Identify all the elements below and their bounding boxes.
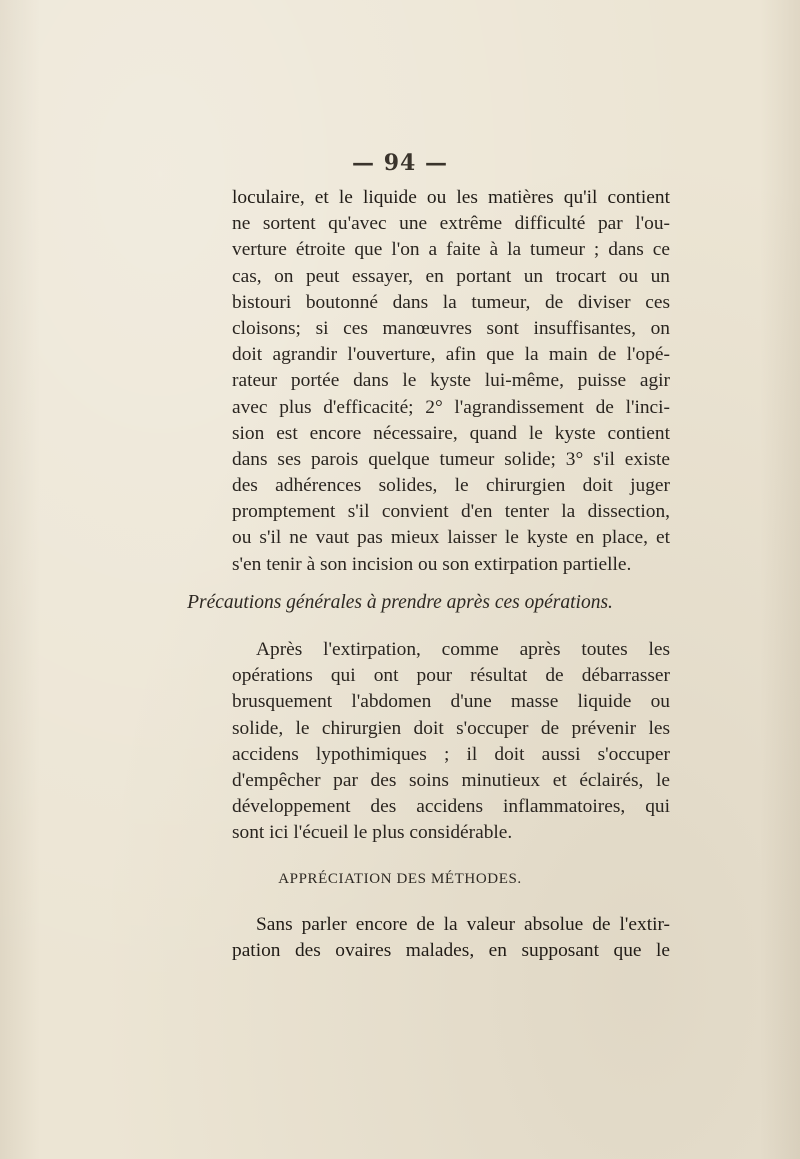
text-line: brusquement l'abdomen d'une masse liquide ou: [232, 691, 670, 713]
text-line: ne sortent qu'avec une extrême difficulté par l'ou-: [232, 213, 670, 235]
text-line: sont ici l'écueil le plus considérable.: [232, 822, 513, 844]
paragraph-2: [232, 637, 670, 847]
text-line: développement des accidens inflammatoires, qui: [232, 796, 670, 818]
text-line: Sans parler encore de la valeur absolue de l'extir-: [256, 914, 670, 935]
text-line: pation des ovaires malades, en supposant que le: [232, 940, 670, 962]
text-line: verture étroite que l'on a faite à la tumeur ; dans ce: [232, 239, 670, 261]
text-line: solide, le chirurgien doit s'occuper de prévenir les: [232, 717, 670, 739]
text-line: loculaire, et le liquide ou les matières qu'il contient: [232, 187, 670, 208]
text-line: rateur portée dans le kyste lui-même, puisse agir: [232, 370, 670, 392]
text-line: doit agrandir l'ouverture, afin que la main de l'opé-: [232, 344, 670, 366]
text-line: opérations qui ont pour résultat de débarrasser: [232, 665, 670, 687]
text-line: ou s'il ne vaut pas mieux laisser le kyste en place, et: [232, 527, 670, 549]
text-line: bistouri boutonné dans la tumeur, de diviser ces: [232, 291, 670, 313]
text-line: Après l'extirpation, comme après toutes les: [256, 639, 670, 660]
paragraph-3: [232, 912, 670, 964]
text-line: des adhérences solides, le chirurgien doit juger: [232, 475, 670, 497]
text-line: accidens lypothimiques ; il doit aussi s'occuper: [232, 743, 670, 765]
section-heading-appreciation: APPRÉCIATION DES MÉTHODES.: [278, 871, 522, 887]
paragraph-1: [232, 185, 670, 578]
page-number: — 94 —: [352, 150, 448, 176]
text-line: cloisons; si ces manœuvres sont insuffisantes, on: [232, 317, 670, 339]
text-line: cas, on peut essayer, en portant un trocart ou un: [232, 265, 670, 287]
text-line: dans ses parois quelque tumeur solide; 3° s'il existe: [232, 448, 670, 470]
text-line: sion est encore nécessaire, quand le kyste contient: [232, 422, 670, 444]
text-line: d'empêcher par des soins minutieux et éclairés, le: [232, 769, 670, 791]
text-line: avec plus d'efficacité; 2° l'agrandissement de l'inci-: [232, 396, 670, 418]
section-heading-precautions: Précautions générales à prendre après ces opérations.: [187, 592, 613, 613]
text-line: s'en tenir à son incision ou son extirpation partielle.: [232, 553, 632, 575]
text-line: promptement s'il convient d'en tenter la dissection,: [232, 501, 670, 523]
